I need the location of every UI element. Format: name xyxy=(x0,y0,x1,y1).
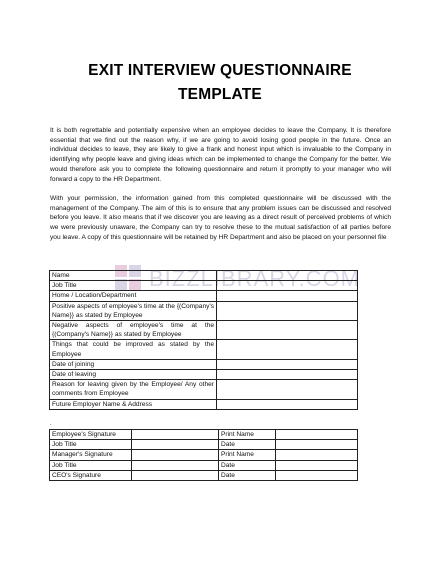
signature-label: Date xyxy=(219,440,276,450)
answer-cell[interactable] xyxy=(217,271,358,281)
row-label: Future Employer Name & Address xyxy=(50,399,217,409)
answer-cell[interactable] xyxy=(217,340,358,359)
signature-field[interactable] xyxy=(132,430,219,440)
answer-cell[interactable] xyxy=(217,399,358,409)
table-row xyxy=(50,430,358,440)
row-label: Reason for leaving given by the Employee/ Any other comments from Employee xyxy=(50,380,217,399)
watermark-text: BIZZLIBRARY.COM xyxy=(149,266,361,291)
table-row xyxy=(50,460,358,470)
row-label: Positive aspects of employee's time at the {(Company's Name}} as stated by Employee xyxy=(50,301,217,320)
table-row xyxy=(50,340,358,359)
signature-label: Date xyxy=(219,460,276,470)
intro-paragraph: It is both regrettable and potentially expensive when an employee decides to leave the Company. It is therefore essential that we find out the reason why, if we are going to avoid losing good people in the future. Once an individual decides to leave, they are likely to give a frank and honest input which is invaluable to the Company in identifying why people leave and giving ideas which can be implemented to change the Company for the better. We would therefore ask you to complete the following questionnaire and return it promptly to your manager who will forward a copy to the HR Department. xyxy=(50,127,391,183)
page-title-line-2: TEMPLATE xyxy=(178,86,262,103)
row-label: Date of leaving xyxy=(50,370,217,380)
signature-field[interactable] xyxy=(276,470,358,480)
table-row xyxy=(50,321,358,340)
signature-label: Job Title xyxy=(50,460,132,470)
signature-label: Print Name xyxy=(219,450,276,460)
signature-label: Print Name xyxy=(219,430,276,440)
bullet-mark: . xyxy=(50,421,52,427)
answer-cell[interactable] xyxy=(217,321,358,340)
table-row xyxy=(50,301,358,320)
row-label: Things that could be improved as stated by the Employee xyxy=(50,340,217,359)
row-label: Name xyxy=(50,271,217,281)
signature-field[interactable] xyxy=(276,430,358,440)
row-label: Job Title xyxy=(50,281,217,291)
answer-cell[interactable] xyxy=(217,380,358,399)
answer-cell[interactable] xyxy=(217,281,358,291)
row-label: Negative aspects of employee's time at the {(Company's Name}} as stated by Employee xyxy=(50,321,217,340)
table-row xyxy=(50,440,358,450)
signature-field[interactable] xyxy=(276,440,358,450)
table-row xyxy=(50,359,358,369)
signature-label: Job Title xyxy=(50,440,132,450)
row-label: Date of joining xyxy=(50,359,217,369)
table-row xyxy=(50,399,358,409)
signature-field[interactable] xyxy=(276,450,358,460)
signature-field[interactable] xyxy=(276,460,358,470)
table-row xyxy=(50,281,358,291)
table-row xyxy=(50,470,358,480)
table-row xyxy=(50,380,358,399)
row-label: Home / Location/Department xyxy=(50,291,217,301)
permission-paragraph: With your permission, the information gained from this completed questionnaire will be discussed with the management of the Company. The aim of this is to ensure that any problem issues can be discussed and resolved before you leave. It also means that if we discover you are leaving as a direct result of perceived problems of which we were previously unaware, the Company can try to resolve these to the mutual satisfaction of all parties before you leave. A copy of this questionnaire will be retained by HR Department and also be placed on your personnel file xyxy=(50,195,391,241)
questionnaire-table xyxy=(49,270,358,410)
signature-field[interactable] xyxy=(132,470,219,480)
answer-cell[interactable] xyxy=(217,291,358,301)
signature-field[interactable] xyxy=(132,440,219,450)
signature-label: Employee's Signature xyxy=(50,430,132,440)
signature-label: CEO's Signature xyxy=(50,470,132,480)
answer-cell[interactable] xyxy=(217,301,358,320)
table-row xyxy=(50,271,358,281)
table-row xyxy=(50,450,358,460)
signature-field[interactable] xyxy=(132,450,219,460)
answer-cell[interactable] xyxy=(217,370,358,380)
table-row xyxy=(50,370,358,380)
page-title: EXIT INTERVIEW QUESTIONNAIRE xyxy=(88,62,352,79)
signature-label: Date xyxy=(219,470,276,480)
signature-table xyxy=(49,429,358,481)
table-row xyxy=(50,291,358,301)
signature-label: Manager's Signature xyxy=(50,450,132,460)
answer-cell[interactable] xyxy=(217,359,358,369)
signature-field[interactable] xyxy=(132,460,219,470)
